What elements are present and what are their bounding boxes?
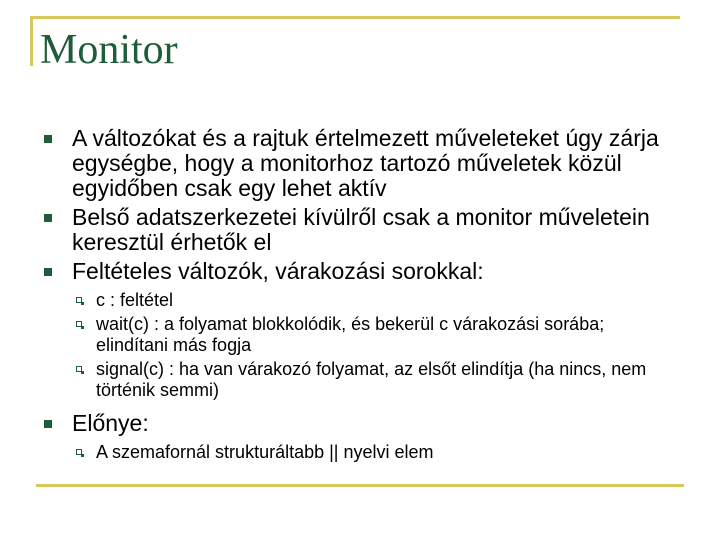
slide-title: Monitor [40, 27, 178, 73]
sub-bullet-text: signal(c) : ha van várakozó folyamat, az elsőt elindítja (ha nincs, nem történik semmi) [96, 359, 647, 400]
filled-square-bullet-icon [44, 214, 52, 222]
sub-bullet-list [40, 442, 680, 463]
sub-bullet-item [40, 442, 680, 463]
frame-top-line [30, 16, 680, 19]
bullet-item [40, 259, 680, 284]
hollow-square-bullet-icon [76, 297, 82, 303]
hollow-square-bullet-icon [76, 449, 82, 455]
sub-bullet-list [40, 290, 680, 401]
bullet-text: A változókat és a rajtuk értelmezett műveleteket úgy zárja egységbe, hogy a monitorhoz tartozó műveletek közül egyidőben csak egy lehet aktív [72, 125, 659, 201]
bullet-list [40, 411, 680, 436]
sub-bullet-item [40, 290, 680, 311]
sub-bullet-item [40, 314, 680, 356]
filled-square-bullet-icon [44, 420, 52, 428]
bullet-text: Feltételes változók, várakozási sorokkal: [72, 258, 484, 284]
bullet-text: Belső adatszerkezetei kívülről csak a monitor műveletein keresztül érhetők el [72, 204, 650, 255]
filled-square-bullet-icon [44, 268, 52, 276]
slide-content [40, 126, 680, 473]
hollow-square-bullet-icon [76, 321, 82, 327]
hollow-square-bullet-icon [76, 366, 82, 372]
sub-bullet-text: wait(c) : a folyamat blokkolódik, és bekerül c várakozási sorába; elindítani más fogja [96, 314, 605, 355]
sub-bullet-item [40, 359, 680, 401]
bullet-item [40, 411, 680, 436]
sub-bullet-text: c : feltétel [96, 290, 174, 310]
bullet-text: Előnye: [72, 410, 149, 436]
frame-bottom-line [36, 484, 684, 487]
frame-left-line [30, 16, 33, 66]
sub-bullet-text: A szemafornál strukturáltabb || nyelvi elem [96, 442, 434, 462]
bullet-list [40, 126, 680, 284]
filled-square-bullet-icon [44, 135, 52, 143]
bullet-item [40, 205, 680, 255]
bullet-item [40, 126, 680, 201]
